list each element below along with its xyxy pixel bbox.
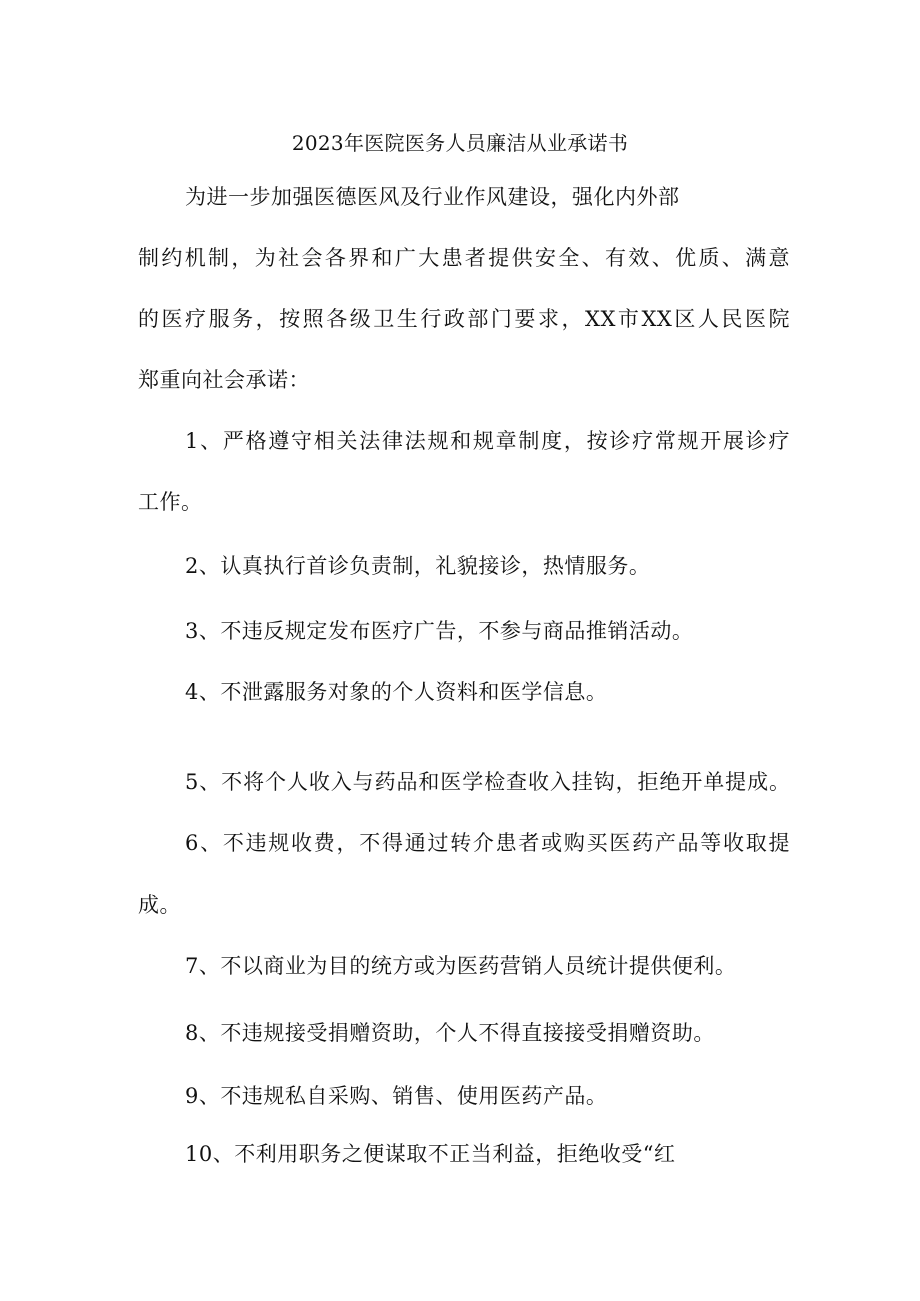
item-10-line-1: 10、不利用职务之便谋取不正当利益，拒绝收受“红 [185,1142,676,1166]
intro-line-3: 的医疗服务，按照各级卫生行政部门要求，XX市XX区人民医院 [138,307,790,331]
item-2: 2、认真执行首诊负责制，礼貌接诊，热情服务。 [185,554,651,578]
item-1-line-1: 1、严格遵守相关法律法规和规章制度，按诊疗常规开展诊疗 [185,429,790,453]
item-4: 4、不泄露服务对象的个人资料和医学信息。 [185,680,608,704]
item-9: 9、不违规私自采购、销售、使用医药产品。 [185,1084,608,1108]
item-8: 8、不违规接受捐赠资助，个人不得直接接受捐赠资助。 [185,1021,715,1045]
document-title: 2023年医院医务人员廉洁从业承诺书 [291,131,629,155]
item-5: 5、不将个人收入与药品和医学检查收入挂钩，拒绝开单提成。 [185,770,790,794]
item-3: 3、不违反规定发布医疗广告，不参与商品推销活动。 [185,619,694,643]
item-6-line-2: 成。 [138,893,181,917]
item-6-line-1: 6、不违规收费，不得通过转介患者或购买医药产品等收取提 [185,831,790,855]
intro-line-4: 郑重向社会承诺： [138,368,310,392]
item-1-line-2: 工作。 [138,490,203,514]
intro-line-2: 制约机制，为社会各界和广大患者提供安全、有效、优质、满意 [138,246,790,270]
intro-line-1: 为进一步加强医德医风及行业作风建设，强化内外部 [185,185,680,209]
item-7: 7、不以商业为目的统方或为医药营销人员统计提供便利。 [185,954,737,978]
